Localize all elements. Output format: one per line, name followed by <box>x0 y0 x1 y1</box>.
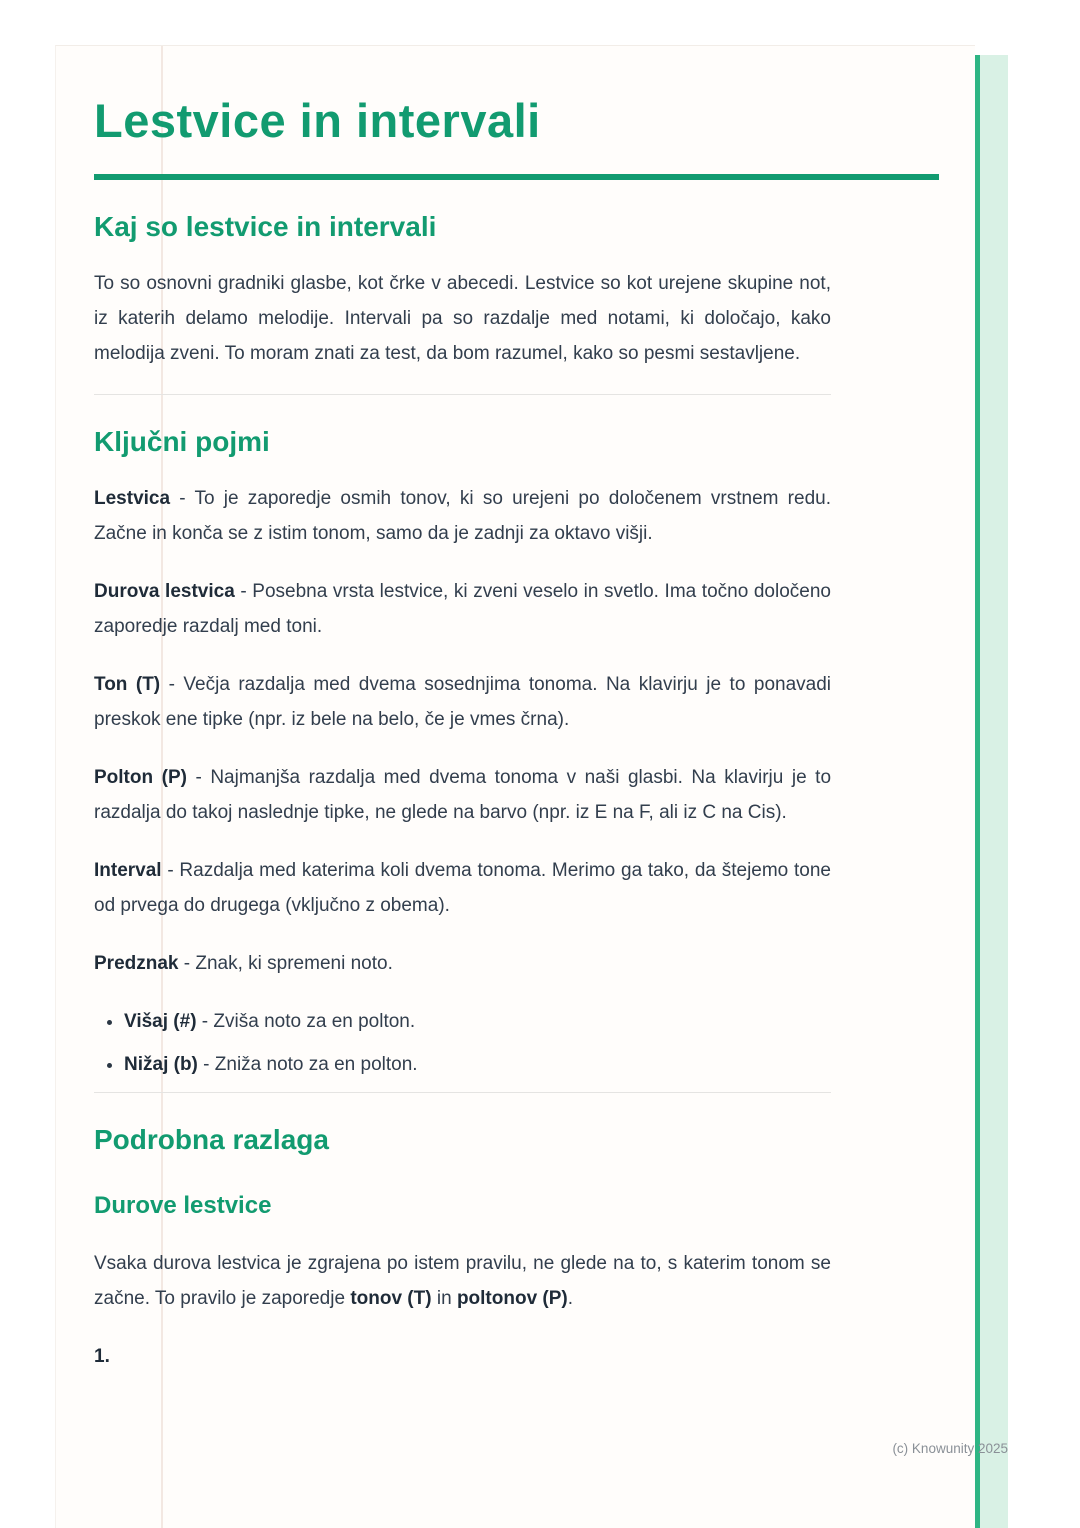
term-definition: - Razdalja med katerima koli dvema tonoma. Merimo ga tako, da štejemo tone od prvega do drugega (vključno z obema). <box>94 859 831 916</box>
term-name: Interval <box>94 859 162 881</box>
accidentals-list <box>94 1004 831 1082</box>
section-heading-detail: Podrobna razlaga <box>94 1123 329 1155</box>
term-name: Višaj (#) <box>124 1010 197 1032</box>
section-divider <box>94 1092 831 1093</box>
term-name: Polton (P) <box>94 766 187 788</box>
section-divider <box>94 394 831 395</box>
section-heading-intro: Kaj so lestvice in intervali <box>94 211 437 243</box>
term-definition: - Večja razdalja med dvema sosednjima tonoma. Na klavirju je to ponavadi preskok ene tipke (npr. iz bele na belo, če je vmes črna). <box>94 673 831 730</box>
term-name: Durova lestvica <box>94 580 235 602</box>
watermark: (c) Knowunity 2025 <box>892 1441 1008 1456</box>
detail-bold-poltonov: poltonov (P) <box>456 1287 568 1309</box>
detail-text: Vsaka durova lestvica je zgrajena po istem pravilu, ne glede na to, s katerim tonom se začne. To pravilo je zaporedje <box>94 1252 831 1309</box>
term-definition: - Znak, ki spremeni noto. <box>178 952 393 974</box>
subsection-heading-durove-lestvice: Durove lestvice <box>94 1192 272 1220</box>
green-side-strip <box>975 55 1008 1528</box>
term-paragraph-interval <box>94 853 831 923</box>
intro-paragraph: To so osnovni gradniki glasbe, kot črke v abecedi. Lestvice so kot urejene skupine not, iz katerih delamo melodije. Intervali pa so razdalje med notami, ki določajo, kako melodija zveni. To moram znati za test, da bom razumel, kako so pesmi sestavljene. <box>94 272 831 364</box>
title-underline <box>94 174 939 180</box>
detail-text: . <box>567 1287 574 1309</box>
term-paragraph-lestvica <box>94 481 831 551</box>
term-paragraph-predznak <box>94 946 831 981</box>
page-title: Lestvice in intervali <box>94 94 541 147</box>
term-name: Ton (T) <box>94 673 161 695</box>
term-definition: - Zviša noto za en polton. <box>196 1010 416 1032</box>
cutoff-list-item <box>94 1339 831 1374</box>
section-heading-terms: Ključni pojmi <box>94 425 270 457</box>
term-name: Predznak <box>94 952 179 974</box>
term-paragraph-durova-lestvica <box>94 574 831 644</box>
term-name: Lestvica <box>94 487 171 509</box>
document-card <box>55 45 975 1528</box>
cutoff-number: 1. <box>94 1345 110 1367</box>
term-definition: - Zniža noto za en polton. <box>197 1053 418 1075</box>
list-item-visaj <box>124 1004 831 1039</box>
term-definition: - Najmanjša razdalja med dvema tonoma v naši glasbi. Na klavirju je to razdalja do takoj naslednje tipke, ne glede na barvo (npr. iz E na F, ali iz C na Cis). <box>94 766 832 823</box>
term-definition: - Posebna vrsta lestvice, ki zveni veselo in svetlo. Ima točno določeno zaporedje razdalj med toni. <box>94 580 831 637</box>
document-content <box>56 46 975 1367</box>
clipped-next-line <box>94 1339 938 1367</box>
detail-paragraph <box>94 1246 831 1316</box>
term-paragraph-ton <box>94 667 831 737</box>
detail-text: in <box>431 1287 457 1309</box>
list-item-nizaj <box>124 1047 831 1082</box>
term-name: Nižaj (b) <box>124 1053 198 1075</box>
term-paragraph-polton <box>94 760 831 830</box>
term-definition: - To je zaporedje osmih tonov, ki so urejeni po določenem vrstnem redu. Začne in konča se z istim tonom, samo da je zadnji za oktavo višji. <box>94 487 831 544</box>
detail-bold-tonov: tonov (T) <box>350 1287 432 1309</box>
